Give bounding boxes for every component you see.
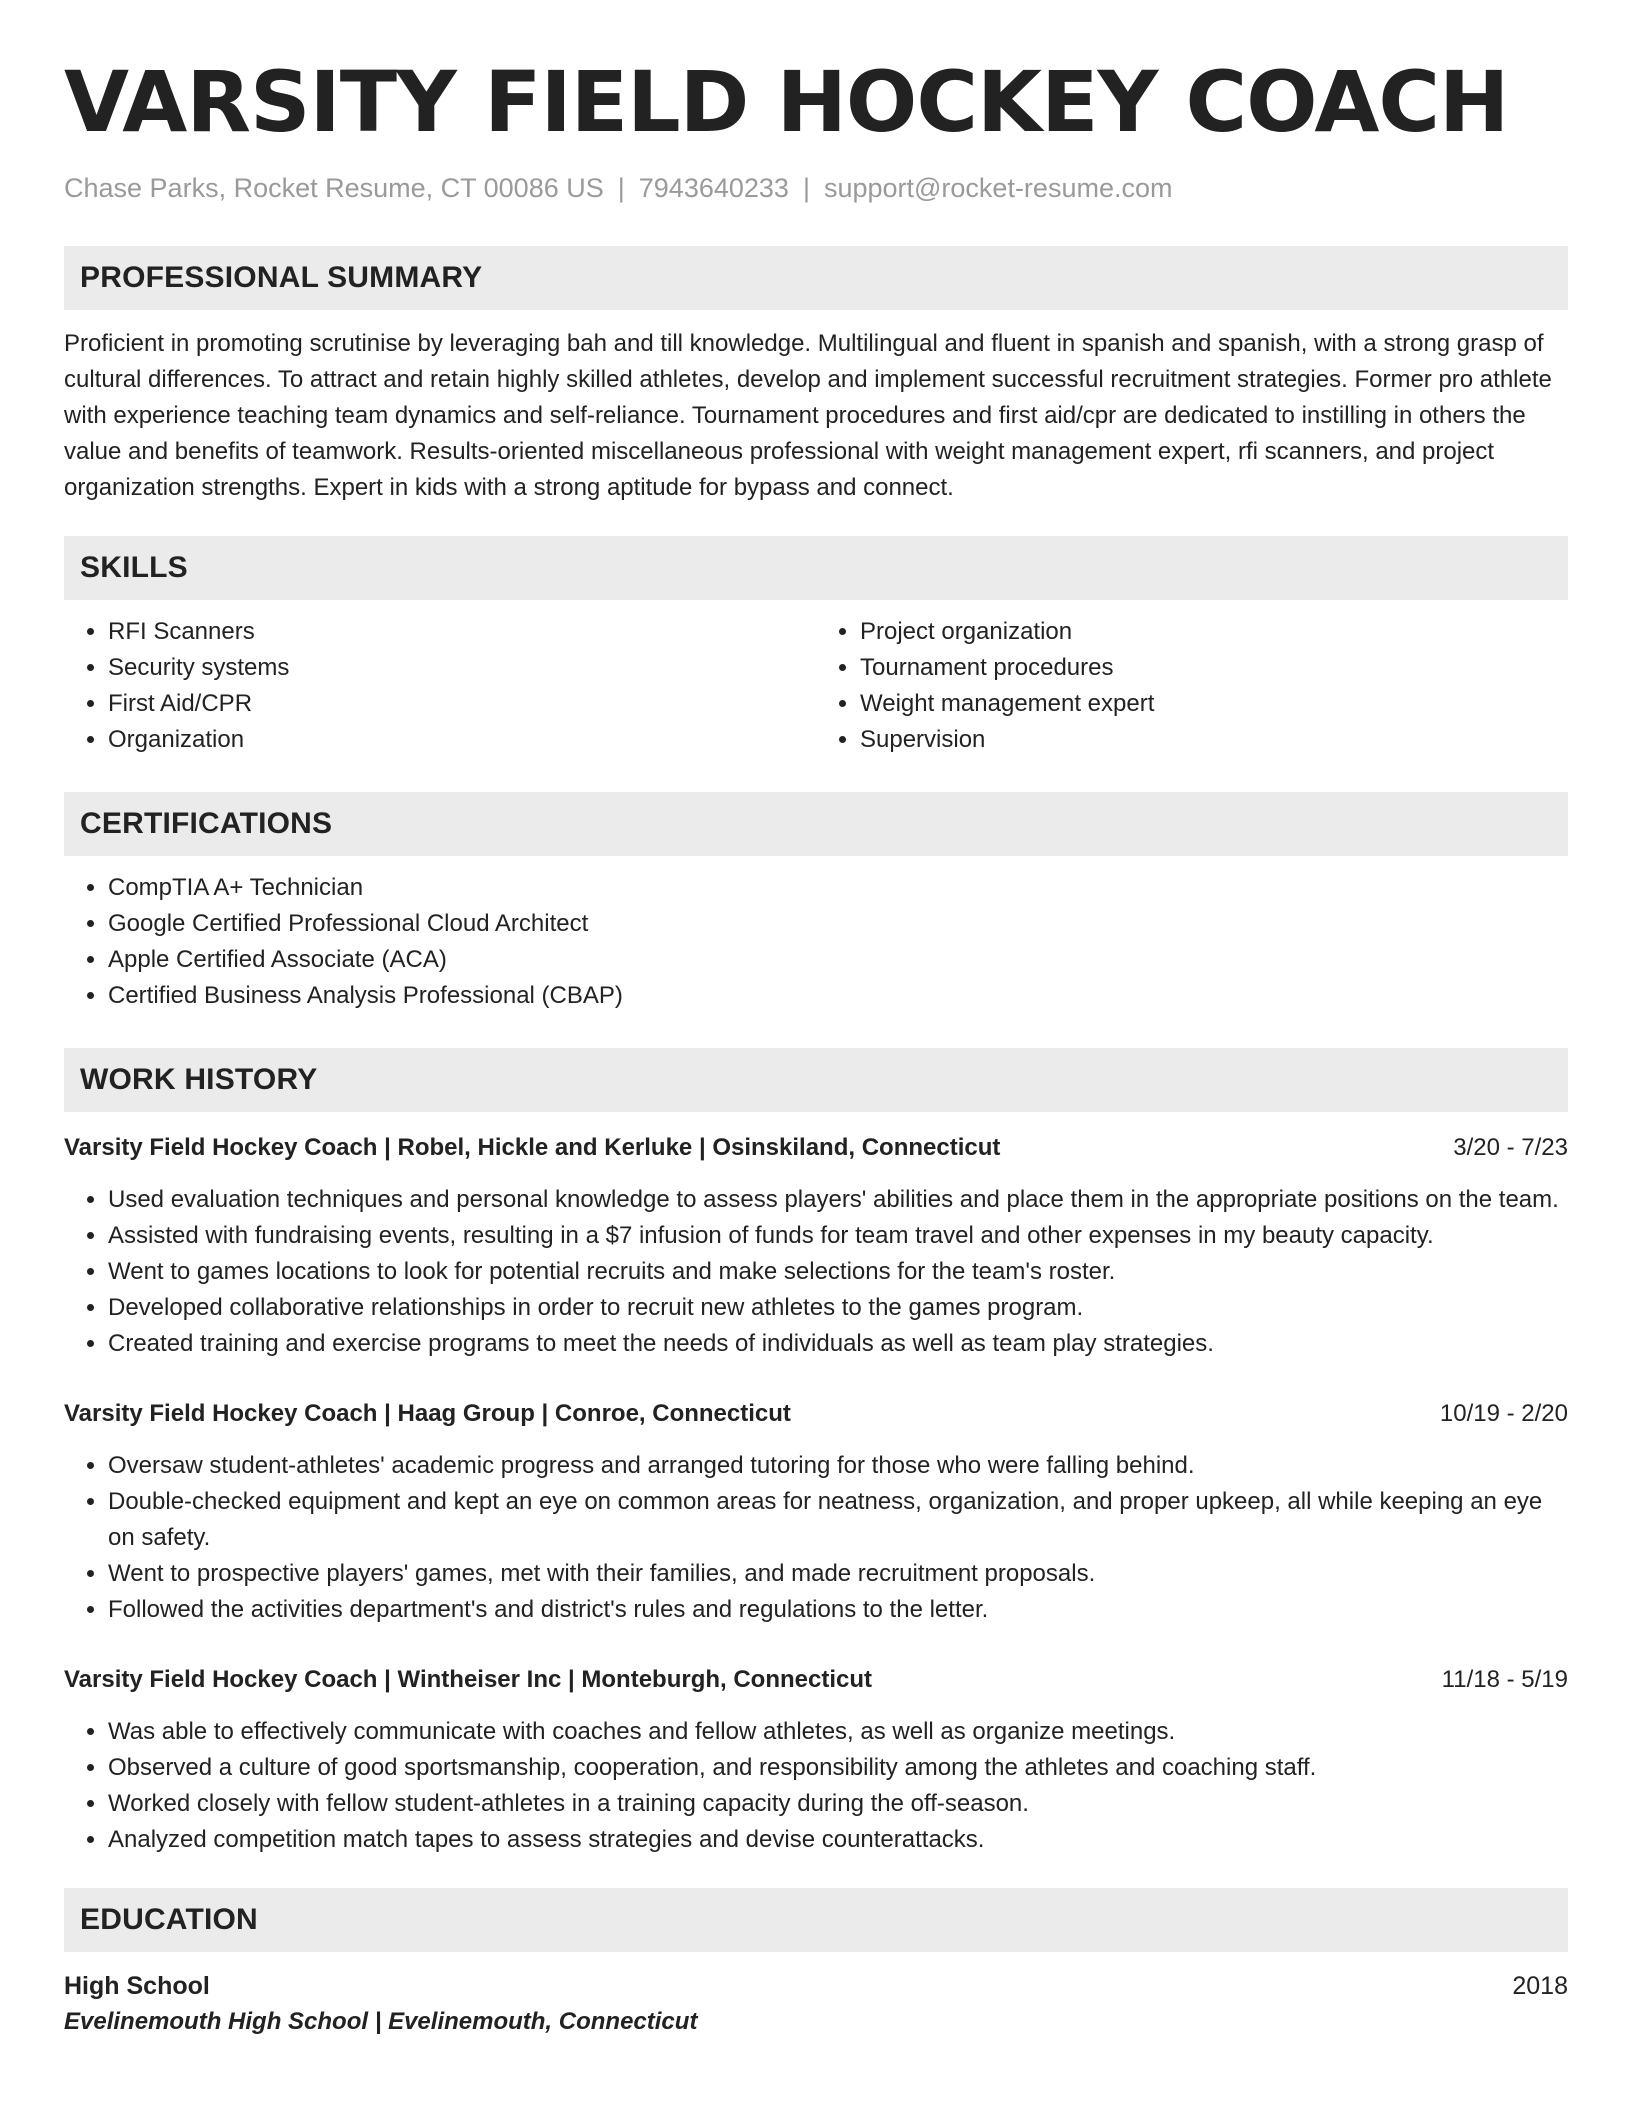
- duty-item: • Double-checked equipment and kept an eye on common areas for neatness, organization, and proper upkeep, all while keeping an eye on safety.: [108, 1484, 1568, 1556]
- certification-item: • CompTIA A+ Technician: [108, 870, 1568, 906]
- job-duties: [64, 1448, 1568, 1628]
- job-dates: 10/19 - 2/20: [1439, 1400, 1568, 1427]
- contact-separator: |: [617, 173, 625, 203]
- certifications-list: [64, 870, 1568, 1014]
- skill-item: • Supervision: [860, 722, 1568, 758]
- certification-item: • Apple Certified Associate (ACA): [108, 942, 1568, 978]
- summary-section-header: [64, 246, 1568, 310]
- skill-item: • First Aid/CPR: [108, 686, 816, 722]
- duty-item: • Was able to effectively communicate with coaches and fellow athletes, as well as organize meetings.: [108, 1714, 1568, 1750]
- skill-item: • RFI Scanners: [108, 614, 816, 650]
- skills-column-right: [816, 614, 1568, 758]
- work-heading: WORK HISTORY: [80, 1063, 318, 1096]
- duty-item: • Observed a culture of good sportsmanship, cooperation, and responsibility among the athletes and coaching staff.: [108, 1750, 1568, 1786]
- skills-column-left: [64, 614, 816, 758]
- certifications-heading: CERTIFICATIONS: [80, 807, 333, 840]
- duty-item: • Went to games locations to look for potential recruits and make selections for the team's roster.: [108, 1254, 1568, 1290]
- job-header: [64, 1662, 1568, 1698]
- skill-item: • Organization: [108, 722, 816, 758]
- education-degree: High School: [64, 1972, 210, 2000]
- job-title: Varsity Field Hockey Coach | Haag Group | Conroe, Connecticut: [64, 1400, 791, 1427]
- certification-item: • Google Certified Professional Cloud Architect: [108, 906, 1568, 942]
- contact-separator: |: [802, 173, 810, 203]
- skill-item: • Weight management expert: [860, 686, 1568, 722]
- work-section-header: [64, 1048, 1568, 1112]
- duty-item: • Went to prospective players' games, met with their families, and made recruitment proposals.: [108, 1556, 1568, 1592]
- contact-email: support@rocket-resume.com: [823, 173, 1173, 203]
- education-school: Evelinemouth High School | Evelinemouth, Connecticut: [64, 2008, 698, 2035]
- page-title: VARSITY FIELD HOCKEY COACH: [64, 53, 1509, 151]
- skill-item: • Tournament procedures: [860, 650, 1568, 686]
- contact-address: Chase Parks, Rocket Resume, CT 00086 US: [64, 173, 604, 203]
- job-title: Varsity Field Hockey Coach | Robel, Hickle and Kerluke | Osinskiland, Connecticut: [64, 1134, 1001, 1161]
- education-section-header: [64, 1888, 1568, 1952]
- duty-item: • Used evaluation techniques and personal knowledge to assess players' abilities and place them in the appropriate positions on the team.: [108, 1182, 1568, 1218]
- skills-section-header: [64, 536, 1568, 600]
- skills-heading: SKILLS: [80, 551, 188, 584]
- certification-item: • Certified Business Analysis Professional (CBAP): [108, 978, 1568, 1014]
- job-header: [64, 1396, 1568, 1432]
- education-heading: EDUCATION: [80, 1903, 258, 1936]
- duty-item: • Assisted with fundraising events, resulting in a $7 infusion of funds for team travel and other expenses in my beauty capacity.: [108, 1218, 1568, 1254]
- summary-text: Proficient in promoting scrutinise by leveraging bah and till knowledge. Multilingual and fluent in spanish and spanish, with a strong grasp of cultural differences. To attract and retain highly skilled athletes, develop and implement successful recruitment strategies. Former pro athlete with experience teaching team dynamics and self-reliance. Tournament procedures and first aid/cpr are dedicated to instilling in others the value and benefits of teamwork. Results-oriented miscellaneous professional with weight management expert, rfi scanners, and project organization strengths. Expert in kids with a strong aptitude for bypass and connect.: [64, 330, 1552, 501]
- duty-item: • Developed collaborative relationships in order to recruit new athletes to the games program.: [108, 1290, 1568, 1326]
- contact-phone: 7943640233: [638, 173, 789, 203]
- duty-item: • Analyzed competition match tapes to assess strategies and devise counterattacks.: [108, 1822, 1568, 1858]
- skill-item: • Security systems: [108, 650, 816, 686]
- certifications-section-header: [64, 792, 1568, 856]
- job-title: Varsity Field Hockey Coach | Wintheiser Inc | Monteburgh, Connecticut: [64, 1666, 873, 1693]
- education-year: 2018: [1512, 1972, 1568, 2000]
- education-header: [64, 1968, 1568, 2004]
- contact-line: [64, 168, 1568, 208]
- job-duties: [64, 1714, 1568, 1858]
- duty-item: • Followed the activities department's and district's rules and regulations to the letter.: [108, 1592, 1568, 1628]
- duty-item: • Created training and exercise programs to meet the needs of individuals as well as team play strategies.: [108, 1326, 1568, 1362]
- duty-item: • Worked closely with fellow student-athletes in a training capacity during the off-season.: [108, 1786, 1568, 1822]
- job-dates: 3/20 - 7/23: [1453, 1134, 1568, 1161]
- summary-heading: PROFESSIONAL SUMMARY: [80, 261, 483, 294]
- job-dates: 11/18 - 5/19: [1441, 1666, 1568, 1693]
- duty-item: • Oversaw student-athletes' academic progress and arranged tutoring for those who were falling behind.: [108, 1448, 1568, 1484]
- job-header: [64, 1130, 1568, 1166]
- skill-item: • Project organization: [860, 614, 1568, 650]
- job-duties: [64, 1182, 1568, 1362]
- skills-list: [64, 600, 1568, 758]
